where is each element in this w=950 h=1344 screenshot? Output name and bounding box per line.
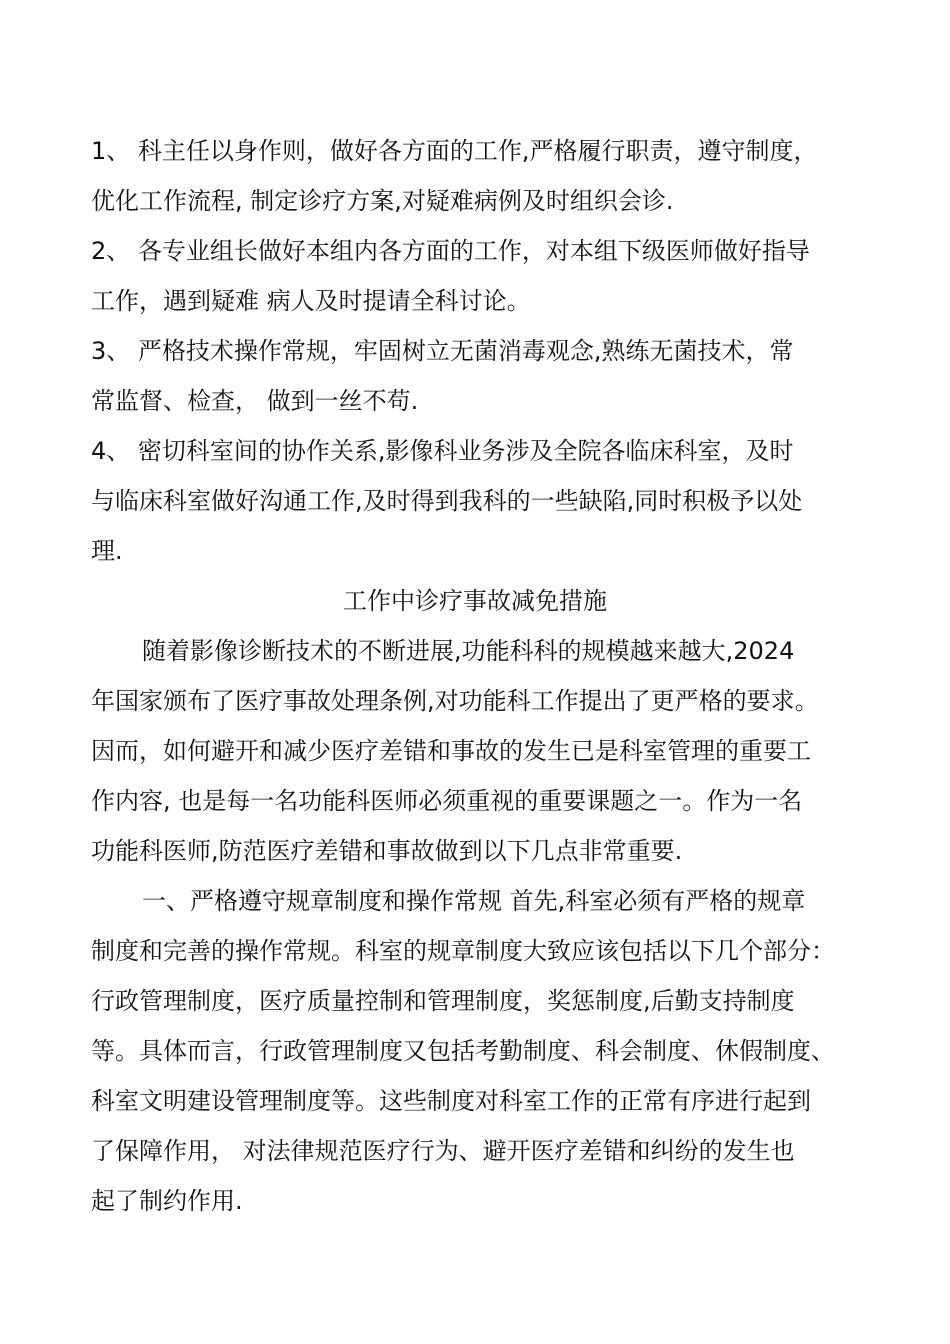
text-line: 1、 科主任以身作则，做好各方面的工作,严格履行职责，遵守制度， (91, 137, 818, 165)
text-line: 行政管理制度，医疗质量控制和管理制度，奖惩制度,后勤支持制度 (91, 987, 795, 1015)
text-line: 因而，如何避开和减少医疗差错和事故的发生已是科室管理的重要工 (91, 737, 811, 765)
text-line: 起了制约作用. (91, 1187, 243, 1215)
text-line: 常监督、检查， 做到一丝不苟. (91, 387, 419, 415)
text-line: 了保障作用， 对法律规范医疗行为、避开医疗差错和纠纷的发生也 (91, 1137, 795, 1165)
text-line: 一、严格遵守规章制度和操作常规 首先,科室必须有严格的规章 (142, 887, 806, 915)
text-line: 4、 密切科室间的协作关系,影像科业务涉及全院各临床科室，及时 (91, 437, 794, 465)
text-line: 优化工作流程, 制定诊疗方案,对疑难病例及时组织会诊. (91, 187, 674, 215)
text-line: 理. (91, 537, 123, 565)
text-line: 2、 各专业组长做好本组内各方面的工作，对本组下级医师做好指导 (91, 237, 810, 265)
text-line: 功能科医师,防范医疗差错和事故做到以下几点非常重要. (91, 837, 683, 865)
text-line: 3、 严格技术操作常规，牢固树立无菌消毒观念,熟练无菌技术，常 (91, 337, 794, 365)
section-heading: 工作中诊疗事故减免措施 (343, 587, 607, 615)
text-line: 随着影像诊断技术的不断进展,功能科科的规模越来越大,2024 (142, 637, 795, 665)
text-line: 工作，遇到疑难 病人及时提请全科讨论。 (91, 287, 531, 315)
text-line: 与临床科室做好沟通工作,及时得到我科的一些缺陷,同时积极予以处 (91, 487, 803, 515)
text-line: 科室文明建设管理制度等。这些制度对科室工作的正常有序进行起到 (91, 1087, 811, 1115)
text-line: 年国家颁布了医疗事故处理条例,对功能科工作提出了更严格的要求。 (91, 687, 819, 715)
text-line: 等。具体而言，行政管理制度又包括考勤制度、科会制度、休假制度、 (91, 1037, 835, 1065)
text-line: 作内容, 也是每一名功能科医师必须重视的重要课题之一。作为一名 (91, 787, 803, 815)
text-line: 制度和完善的操作常规。科室的规章制度大致应该包括以下几个部分： (91, 937, 835, 965)
